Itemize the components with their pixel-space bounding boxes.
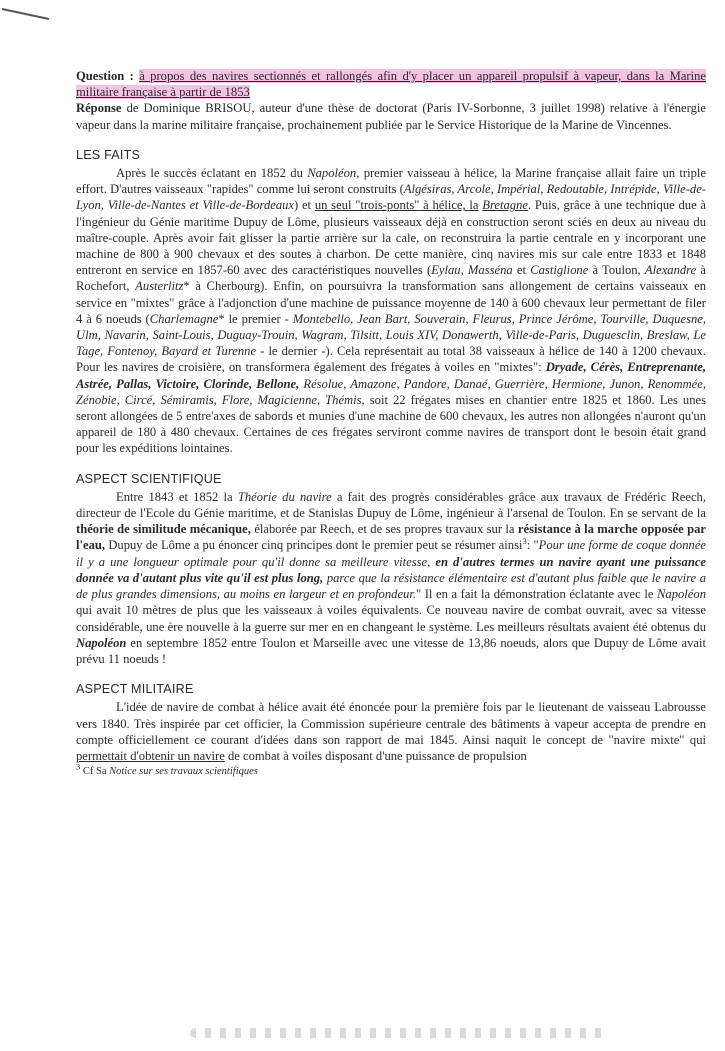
text-run: Napoléon, — [307, 166, 360, 181]
text-run: en septembre 1852 entre Toulon et Marseille avec une vitesse de 13,86 noeuds, alors que Dupuy de Lôme avait prévu 11 noeuds ! — [76, 635, 706, 666]
text-run: premier vaisseau à hélice, la Marine française allait faire un triple effort. D'autres vaisseaux "rapides" comme lui seront construits ( — [76, 166, 706, 197]
question-paragraph — [76, 68, 706, 100]
text-run: Alexandre — [644, 263, 697, 278]
text-run: Bretagne — [482, 198, 528, 213]
response-text: de Dominique BRISOU, auteur d'une thèse de doctorat (Paris IV-Sorbonne, 3 juillet 1998) relative à l'énergie vapeur dans la marine militaire française, prochainement publiée par le Service Historique de la Marine de Vincennes. — [76, 101, 706, 132]
text-run: Dupuy de Lôme a pu énoncer cinq principes dont le premier peut se résumer ainsi — [108, 538, 523, 553]
section-heading-scientifique: ASPECT SCIENTIFIQUE — [76, 471, 222, 486]
text-run: Napoléon — [657, 587, 706, 602]
response-label: Réponse — [76, 101, 122, 116]
section-heading-militaire: ASPECT MILITAIRE — [76, 682, 194, 697]
text-run: et — [516, 263, 527, 278]
text-run: un seul "trois-ponts" à hélice, la — [314, 198, 479, 213]
text-run: Charlemagne — [149, 311, 219, 326]
text-run: Eylau, Masséna — [431, 263, 513, 278]
text-run: Après le succès éclatant en 1852 du — [116, 166, 303, 181]
text-run: à Rochefort, — [76, 263, 706, 294]
section-heading-faits: LES FAITS — [76, 147, 141, 162]
text-run: soit 22 frégates mises en chantier entre 1825 et 1860. Les unes seront allongées de 5 entre'axes de sabords et munies d'une machine de 600 chevaux, les autres non allongées n'auront qu'un appareil de 180 à 480 chevaux. Certaines de ces frégates serviront comme navires de transport dont le besoin était grand pour les expéditions lointaines. — [76, 392, 707, 456]
question-text: à propos des navires sectionnés et rallongés afin d'y placer un appareil propulsif à vapeur, dans la Marine militaire française à partir de 1853 — [76, 69, 706, 100]
response-paragraph — [76, 100, 706, 132]
text-run: Napoléon — [76, 635, 127, 650]
text-run: Montebello, Jean Bart, Souverain, Fleurus, Prince Jérôme, Tourville, Duquesne, Ulm, Navarin, Saint-Louis, Duguay-Trouin, Wagram, Tilsitt, Louis XIV, Donawerth, Ville-de-Paris, Duguesclin, Breslaw, Le Tage, Fontenoy, Bayard et Turenne — [76, 311, 707, 359]
text-run: Algésiras, Arcole, Impérial, Redoutable, Intrépide, Ville-de-Lyon, Ville-de-Nantes et Ville-de-Bordeaux — [76, 182, 706, 213]
text-run: résistance à la marche opposée par l'eau, — [76, 522, 706, 553]
text-run: en d'autres termes un navire ayant une puissance donnée va d'autant plus vite qu'il est plus long, — [76, 554, 707, 585]
text-run: 3 — [522, 536, 527, 547]
faits-paragraph: Après le succès éclatant en 1852 du Napoléon, premier vaisseau à hélice, la Marine française allait faire un triple effort. D'autres vaisseaux "rapides" comme lui seront construits (Algésiras, Arcole, Impérial, Redoutable, Intrépide, Ville-de-Lyon, Ville-de-Nantes et Ville-de-Bordeaux) et un seul "trois-ponts" à hélice, la Bretagne. Puis, grâce à une technique due à l'ingénieur du Génie maritime Dupuy de Lôme, plusieurs vaisseaux déjà en construction seront sciés en deux au niveau du maître-couple. Après avoir fait glisser la partie arrière sur la cale, on reconstruira la partie centrale en y incorporant une machine de 800 à 900 chevaux et des soutes à charbon. De cette manière, cinq navires mis sur cale entre 1833 et 1848 entreront en service en 1857-60 avec des caractéristiques nouvelles (Eylau, Masséna et Castiglione à Toulon, Alexandre à Rochefort, Austerlitz* à Cherbourg). Enfin, on poursuivra la transformation sans allongement de certains vaisseaux en service en "mixtes" grâce à l'adjonction d'une machine de puissance moyenne de 140 à 600 chevaux leur permettant de filer 4 à 6 noeuds (Charlemagne* le premier - Montebello, Jean Bart, Souverain, Fleurus, Prince Jérôme, Tourville, Duquesne, Ulm, Navarin, Saint-Louis, Duguay-Trouin, Wagram, Tilsitt, Louis XIV, Donawerth, Ville-de-Paris, Duguesclin, Breslaw, Le Tage, Fontenoy, Bayard et Turenne - le dernier -). Cela représentait au total 38 vaisseaux à hélice de 140 à 1200 chevaux. Pour les navires de croisière, on transformera également des frégates à voiles en "mixtes": Dryade, Cérès, Entreprenante, Astrée, Pallas, Victoire, Clorinde, Bellone, Résolue, Amazone, Pandore, Danaé, Guerrière, Hermione, Junon, Renommée, Zénobie, Circé, Sémiramis, Flore, Magicienne, Thémis, soit 22 frégates mises en chantier entre 1825 et 1860. Les unes seront allongées de 5 entre'axes de sabords et munies d'une machine de 600 chevaux, les autres non allongées n'auront qu'un appareil de 180 à 480 chevaux. Certaines de ces frégates serviront comme navires de transport dont le besoin était grand pour les expéditions lointaines. — [76, 166, 707, 456]
text-run: à Toulon, — [592, 263, 641, 278]
text-run: parce que la résistance élémentaire est d'autant plus faible que le navire a de plus grandes dimensions, au moins en largeur et en profondeur. — [76, 570, 706, 602]
footnote-mark: 3 — [76, 761, 81, 772]
text-run: Austerlitz — [135, 279, 184, 294]
question-label: Question : — [76, 69, 134, 83]
text-run: Pour une forme de coque donnée il y a une longueur optimale pour qu'il donne sa meilleure vitesse, — [76, 538, 706, 569]
text-run: élaborée par Reech, et de ses propres travaux sur la — [254, 522, 515, 537]
footnote-text-a: Cf Sa — [82, 766, 107, 778]
text-run: permettait d'obtenir un navire — [76, 748, 225, 763]
text-run: Castiglione — [530, 263, 589, 278]
text-run: . Puis, grâce à une technique due à l'ingénieur du Génie maritime Dupuy de Lôme, plusieurs vaisseaux déjà en construction seront sciés en deux au niveau du maître-couple. Après avoir fait glisser la partie arrière sur la cale, on reconstruira la partie centrale en y incorporant une machine de 800 à 900 chevaux et des soutes à charbon. De cette manière, cinq navires mis sur cale entre 1833 et 1848 entreront en service en 1857-60 avec des caractéristiques nouvelles ( — [76, 198, 706, 278]
scientifique-paragraph — [76, 489, 706, 667]
text-run: à Cherbourg). Enfin, on poursuivra la transformation sans allongement de certains vaisseaux en service en "mixtes" grâce à l'adjonction d'une machine de puissance moyenne de 140 à 600 chevaux leur permettant de filer 4 à 6 noeuds ( — [76, 279, 706, 326]
text-run: théorie de similitude mécanique, — [76, 522, 251, 537]
scan-corner-mark — [2, 8, 49, 20]
text-run: de combat à voiles disposant d'une puissance de propulsion — [227, 748, 527, 763]
text-run: L'idée de navire de combat à hélice avait été énoncée pour la première fois par le lieutenant de vaisseau Labrousse vers 1840. Très inspirée par cet officier, la Commission supérieure centrale des bâtiments à vapeur accepta de prendre en compte officiellement ce courant d'idées dans son rapport de mai 1845. Ainsi naquit le concept de "navire mixte" qui — [76, 700, 706, 747]
footnote — [76, 761, 706, 778]
text-run: Théorie du navire — [237, 489, 332, 504]
text-run: Entre 1843 et 1852 la — [116, 489, 233, 504]
text-run: Dryade, Cérès, Entreprenante, Astrée, Pallas, Victoire, Clorinde, Bellone, — [76, 360, 707, 391]
footnote-text-b: Notice sur ses travaux scientifiques — [109, 766, 258, 778]
text-run: " Il en a fait la démonstration éclatante avec le — [415, 587, 654, 602]
militaire-paragraph — [76, 699, 706, 764]
document-page — [76, 68, 706, 778]
text-run: qui avait 10 mètres de plus que les vaisseaux à voiles équivalents. Ce nouveau navire de combat ouvrait, avec sa vitesse considérable, une ère nouvelle à la guerre sur mer en en changeant le système. Les meilleurs résultats avaient été obtenus du — [76, 603, 706, 634]
text-run: Résolue, Amazone, Pandore, Danaé, Guerrière, Hermione, Junon, Renommée, Zénobie, Circé, Sémiramis, Flore, Magicienne, Thémis, — [76, 376, 706, 407]
scan-noise — [190, 1028, 610, 1038]
text-run: : " — [526, 538, 539, 553]
text-run: a fait des progrès considérables grâce aux travaux de Frédéric Reech, directeur de l'Ecole du Génie maritime, et de Stanislas Dupuy de Lôme, ingénieur à l'arsenal de Toulon. En se servant de la — [76, 489, 706, 521]
text-run: le premier - — [228, 311, 289, 326]
text-run: - le dernier -). Cela représentait au total 38 vaisseaux à hélice de 140 à 1200 chevaux. Pour les navires de croisière, on transformera également des frégates à voiles en "mixtes": — [76, 344, 706, 375]
text-run: ) et — [294, 198, 312, 213]
